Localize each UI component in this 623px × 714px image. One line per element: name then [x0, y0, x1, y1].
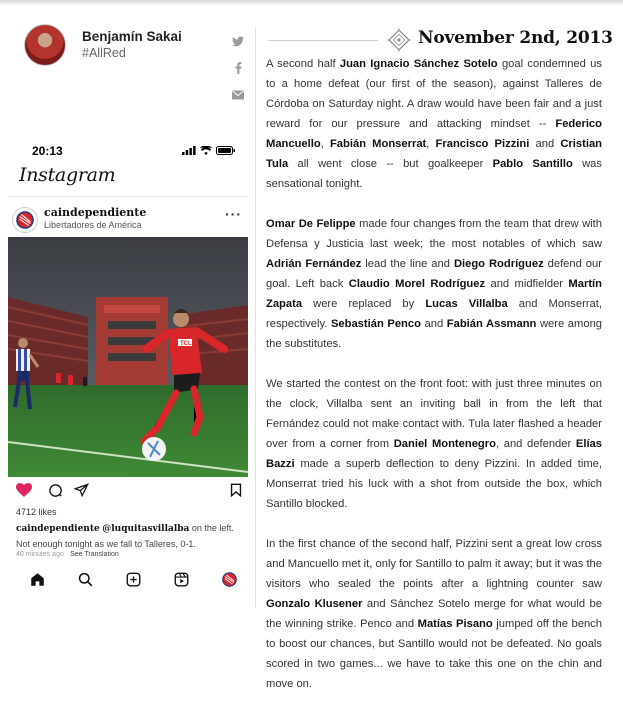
author-name[interactable]: Benjamín Sakai — [82, 29, 182, 44]
profile-avatar-icon[interactable] — [222, 572, 237, 587]
more-options-icon[interactable]: ··· — [225, 206, 242, 222]
instagram-mockup — [8, 140, 248, 595]
facebook-share-button[interactable] — [227, 57, 249, 79]
share-bar — [227, 30, 249, 111]
bookmark-icon[interactable] — [230, 483, 242, 497]
instagram-header-divider — [8, 196, 248, 197]
mail-share-button[interactable] — [227, 84, 249, 106]
likes-count[interactable]: 4712 likes — [16, 507, 57, 517]
player-name: Sebastián Penco — [330, 318, 421, 330]
player-name: Adrián Fernández — [266, 258, 362, 270]
club-emblem-icon — [385, 26, 413, 54]
player-name: Juan Ignacio Sánchez Sotelo — [339, 58, 498, 70]
player-name: Matías Pisano — [417, 618, 493, 630]
post-time: 40 minutes ago · See Translation — [16, 551, 119, 558]
post-actions — [16, 483, 242, 503]
post-avatar[interactable] — [12, 207, 38, 233]
author-block — [24, 24, 182, 66]
share-icon[interactable] — [74, 483, 89, 497]
player-name: Federico Mancuello — [266, 118, 602, 150]
post-time-ago: 40 minutes ago — [16, 551, 64, 558]
post-header — [12, 204, 246, 234]
article-paragraph: In the first chance of the second half, Pizzini sent a great low cross and Mancuello met it, only for Santillo to palm it away; but it was the visitors who sealed the points after a lightning counter saw Gonzalo Klusener and Sánchez Sotelo merge for what would be the winning strike. Penco and Matías Pisano jumped off the bench to boost our chances, but Santillo would not be defeated. No goals scored in two games... we have to take this one on the chin and move on. — [266, 538, 603, 690]
signal-icon — [182, 146, 196, 155]
phone-status-bar — [22, 144, 242, 160]
top-shadow — [0, 0, 623, 6]
article-paragraph: Omar De Felippe made four changes from the team that drew with Defensa y Justicia last week; the most notables of which saw Adrián Fernández lead the line and Diego Rodríguez defend our goal. Left back Claudio Morel Rodríguez and midfielder Martín Zapata were replaced by Lucas Villalba and Monserrat, respectively. Sebastián Penco and Fabián Assmann were among the substitutes. — [266, 218, 603, 350]
caption-text-line-2: Not enough tonight as we fall to Talleres, 0-1. — [16, 539, 196, 549]
player-name: Lucas Villalba — [425, 298, 508, 310]
post-username[interactable]: caindependiente — [44, 206, 147, 219]
twitter-share-button[interactable] — [227, 30, 249, 52]
author-hashtag[interactable]: #AllRed — [82, 46, 126, 60]
search-icon[interactable] — [78, 572, 93, 587]
jersey-sponsor-label: TCL — [180, 341, 192, 347]
player-name: Omar De Felippe — [266, 218, 356, 230]
article-paragraph: We started the contest on the front foot: with just three minutes on the clock, Villalba sent an inviting ball in from the left that Fernández could not make contact with. Tula later flashed a header over from a corner from Daniel Montenegro, and defender Elías Bazzi made a superb deflection to deny Pizzini. In added time, Monserrat tried his luck with a shot from outside the box, which Santillo blocked. — [266, 378, 602, 510]
player-name: Martín Zapata — [266, 278, 602, 310]
article-body — [266, 54, 602, 714]
caption-text: on the left. — [189, 523, 234, 533]
see-translation-link[interactable]: See Translation — [70, 551, 119, 558]
bottom-navigation — [16, 572, 244, 592]
article-date: November 2nd, 2013 — [418, 28, 613, 48]
player-name: Fabián Monserrat — [329, 138, 427, 150]
player-name: Fabián Assmann — [446, 318, 537, 330]
instagram-logo[interactable]: Instagram — [19, 164, 116, 186]
wifi-icon — [200, 146, 212, 155]
battery-icon — [216, 146, 236, 155]
date-rule — [268, 40, 378, 41]
new-post-icon[interactable] — [126, 572, 141, 587]
comment-icon[interactable] — [48, 483, 63, 498]
post-caption — [16, 521, 244, 552]
post-location[interactable]: Libertadores de América — [44, 220, 142, 230]
facebook-icon — [235, 62, 242, 74]
club-crest-icon — [16, 211, 34, 229]
player-name: Pablo Santillo — [492, 158, 573, 170]
post-image[interactable] — [8, 237, 248, 477]
mail-icon — [232, 90, 244, 100]
player-name: Cristian Tula — [266, 138, 602, 170]
player-name: Elías Bazzi — [266, 438, 602, 470]
player-name: Diego Rodríguez — [453, 258, 544, 270]
author-avatar[interactable] — [24, 24, 66, 66]
caption-username[interactable]: caindependiente — [16, 524, 100, 534]
twitter-icon — [232, 36, 244, 47]
heart-icon[interactable] — [16, 483, 32, 497]
home-icon[interactable] — [30, 572, 45, 587]
status-time: 20:13 — [32, 144, 63, 158]
caption-mention[interactable]: @luquitasvillalba — [102, 524, 190, 534]
player-name: Gonzalo Klusener — [266, 598, 363, 610]
player-name: Claudio Morel Rodríguez — [348, 278, 486, 290]
column-divider — [255, 28, 256, 608]
player-name: Daniel Montenegro — [393, 438, 496, 450]
article-paragraph: A second half Juan Ignacio Sánchez Sotelo goal condemned us to a home defeat (our first of the season), against Talleres de Córdoba on Saturday night. A draw would have been fair and a just reward for our pressure and attacking mindset -- Federico Mancuello, Fabián Monserrat, Francisco Pizzini and Cristian Tula all went close -- but goalkeeper Pablo Santillo was sensational tonight. — [266, 58, 602, 190]
reels-icon[interactable] — [174, 572, 189, 587]
player-name: Francisco Pizzini — [435, 138, 530, 150]
